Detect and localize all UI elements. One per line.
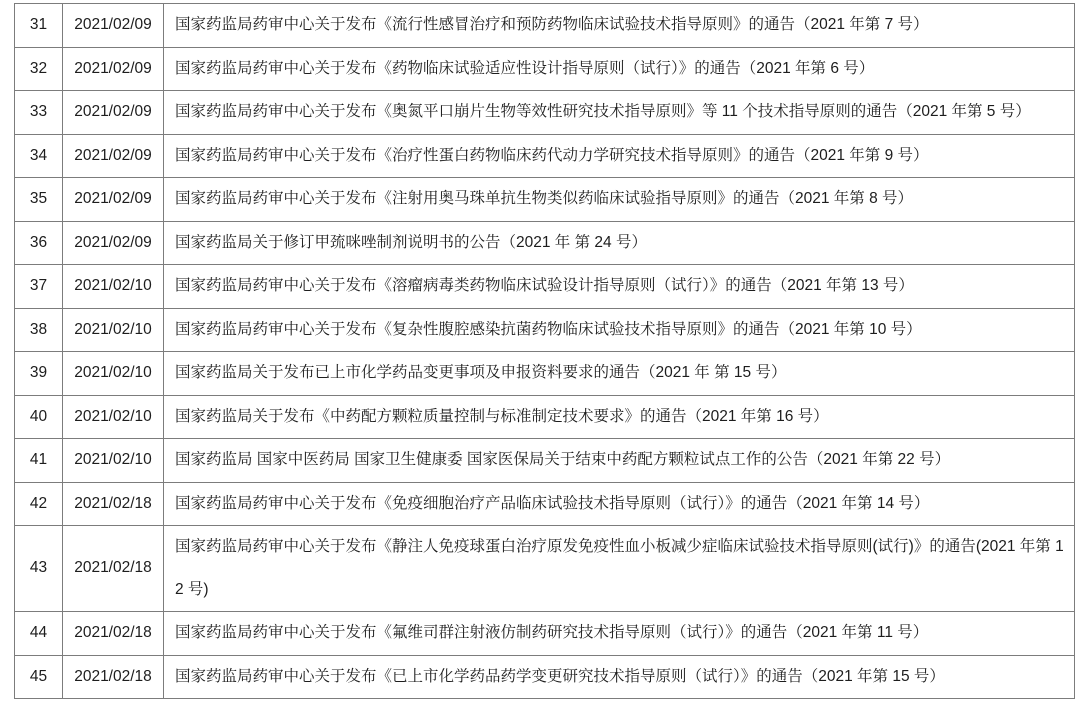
table-row (15, 178, 1075, 222)
table-row (15, 4, 1075, 48)
table-row (15, 308, 1075, 352)
row-number-cell: 45 (15, 655, 63, 699)
table-row (15, 265, 1075, 309)
table-row (15, 91, 1075, 135)
table-row (15, 482, 1075, 526)
date-cell: 2021/02/10 (63, 395, 164, 439)
date-cell: 2021/02/18 (63, 612, 164, 656)
row-number-cell: 34 (15, 134, 63, 178)
table-row (15, 47, 1075, 91)
row-number-cell: 40 (15, 395, 63, 439)
date-cell: 2021/02/09 (63, 221, 164, 265)
date-cell: 2021/02/09 (63, 178, 164, 222)
row-number-cell: 35 (15, 178, 63, 222)
date-cell: 2021/02/09 (63, 47, 164, 91)
date-cell: 2021/02/10 (63, 352, 164, 396)
row-number-cell: 37 (15, 265, 63, 309)
date-cell: 2021/02/18 (63, 482, 164, 526)
announcement-title-cell: 国家药监局 国家中医药局 国家卫生健康委 国家医保局关于结束中药配方颗粒试点工作的公告（2021 年第 22 号） (164, 439, 1075, 483)
date-cell: 2021/02/10 (63, 265, 164, 309)
announcements-table (14, 3, 1075, 699)
table-row (15, 655, 1075, 699)
announcement-title-cell: 国家药监局药审中心关于发布《免疫细胞治疗产品临床试验技术指导原则（试行）》的通告（2021 年第 14 号） (164, 482, 1075, 526)
table-row (15, 526, 1075, 612)
row-number-cell: 32 (15, 47, 63, 91)
date-cell: 2021/02/18 (63, 526, 164, 612)
table-row (15, 134, 1075, 178)
date-cell: 2021/02/18 (63, 655, 164, 699)
announcements-table-body (15, 4, 1075, 699)
table-row (15, 439, 1075, 483)
announcement-title-cell: 国家药监局药审中心关于发布《注射用奥马珠单抗生物类似药临床试验指导原则》的通告（2021 年第 8 号） (164, 178, 1075, 222)
announcement-title-cell: 国家药监局关于发布已上市化学药品变更事项及申报资料要求的通告（2021 年 第 15 号） (164, 352, 1075, 396)
date-cell: 2021/02/10 (63, 308, 164, 352)
announcement-title-cell: 国家药监局药审中心关于发布《治疗性蛋白药物临床药代动力学研究技术指导原则》的通告（2021 年第 9 号） (164, 134, 1075, 178)
row-number-cell: 38 (15, 308, 63, 352)
announcement-title-cell: 国家药监局药审中心关于发布《溶瘤病毒类药物临床试验设计指导原则（试行）》的通告（2021 年第 13 号） (164, 265, 1075, 309)
table-row (15, 221, 1075, 265)
announcement-title-cell: 国家药监局药审中心关于发布《药物临床试验适应性设计指导原则（试行）》的通告（2021 年第 6 号） (164, 47, 1075, 91)
date-cell: 2021/02/10 (63, 439, 164, 483)
announcement-title-cell: 国家药监局药审中心关于发布《已上市化学药品药学变更研究技术指导原则（试行）》的通告（2021 年第 15 号） (164, 655, 1075, 699)
row-number-cell: 44 (15, 612, 63, 656)
announcement-title-cell: 国家药监局关于修订甲巯咪唑制剂说明书的公告（2021 年 第 24 号） (164, 221, 1075, 265)
row-number-cell: 43 (15, 526, 63, 612)
announcement-title-cell: 国家药监局关于发布《中药配方颗粒质量控制与标准制定技术要求》的通告（2021 年第 16 号） (164, 395, 1075, 439)
row-number-cell: 39 (15, 352, 63, 396)
row-number-cell: 36 (15, 221, 63, 265)
table-row (15, 612, 1075, 656)
date-cell: 2021/02/09 (63, 134, 164, 178)
table-row (15, 352, 1075, 396)
date-cell: 2021/02/09 (63, 4, 164, 48)
announcement-title-cell: 国家药监局药审中心关于发布《流行性感冒治疗和预防药物临床试验技术指导原则》的通告（2021 年第 7 号） (164, 4, 1075, 48)
table-row (15, 395, 1075, 439)
announcement-title-cell: 国家药监局药审中心关于发布《氟维司群注射液仿制药研究技术指导原则（试行）》的通告（2021 年第 11 号） (164, 612, 1075, 656)
row-number-cell: 33 (15, 91, 63, 135)
row-number-cell: 41 (15, 439, 63, 483)
row-number-cell: 42 (15, 482, 63, 526)
date-cell: 2021/02/09 (63, 91, 164, 135)
announcement-title-cell: 国家药监局药审中心关于发布《奥氮平口崩片生物等效性研究技术指导原则》等 11 个技术指导原则的通告（2021 年第 5 号） (164, 91, 1075, 135)
announcement-title-cell: 国家药监局药审中心关于发布《复杂性腹腔感染抗菌药物临床试验技术指导原则》的通告（2021 年第 10 号） (164, 308, 1075, 352)
row-number-cell: 31 (15, 4, 63, 48)
announcement-title-cell: 国家药监局药审中心关于发布《静注人免疫球蛋白治疗原发免疫性血小板减少症临床试验技术指导原则(试行)》的通告(2021 年第 12 号) (164, 526, 1075, 612)
